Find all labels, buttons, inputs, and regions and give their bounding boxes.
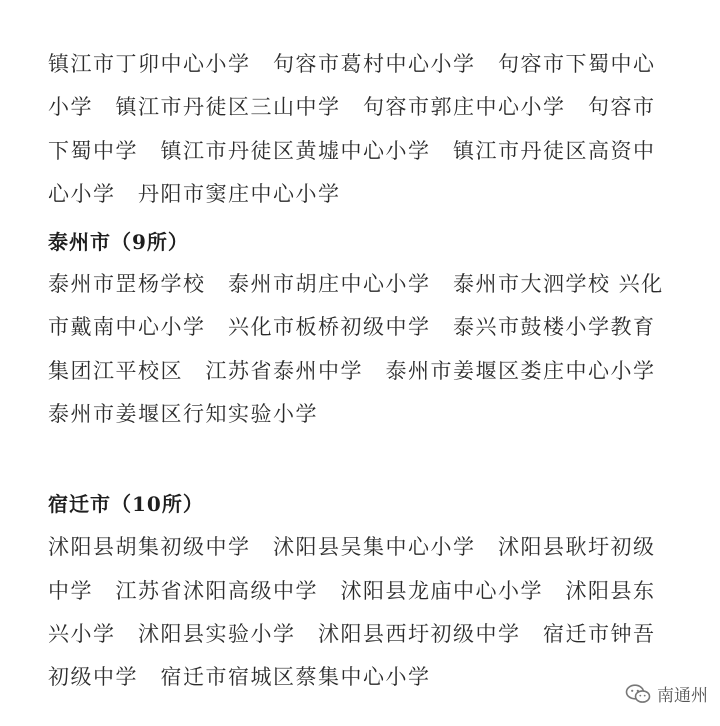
school-list-line: 心小学 丹阳市窦庄中心小学 [48, 182, 341, 206]
watermark-text: 南通州 [657, 686, 708, 706]
school-list-line: 泰州市姜堰区行知实验小学 [48, 402, 318, 426]
school-list-line: 下蜀中学 镇江市丹徒区黄墟中心小学 镇江市丹徒区高资中 [48, 139, 656, 163]
school-list-line: 小学 镇江市丹徒区三山中学 句容市郭庄中心小学 句容市 [48, 95, 656, 119]
school-list-line: 泰州市罡杨学校 泰州市胡庄中心小学 泰州市大泗学校 兴化 [48, 272, 664, 296]
watermark [625, 681, 708, 706]
school-list-line: 初级中学 宿迁市宿城区蔡集中心小学 [48, 665, 431, 689]
school-list-line: 兴小学 沭阳县实验小学 沭阳县西圩初级中学 宿迁市钟吾 [48, 622, 656, 646]
section-heading-suqian: 宿迁市（10所） [48, 492, 204, 516]
school-list-line: 镇江市丁卯中心小学 句容市葛村中心小学 句容市下蜀中心 [48, 52, 656, 76]
section-heading-taizhou: 泰州市（9所） [48, 230, 189, 254]
wechat-icon [625, 684, 651, 704]
school-list-line: 市戴南中心小学 兴化市板桥初级中学 泰兴市鼓楼小学教育 [48, 315, 656, 339]
school-list-line: 沭阳县胡集初级中学 沭阳县吴集中心小学 沭阳县耿圩初级 [48, 535, 656, 559]
school-list-line: 中学 江苏省沭阳高级中学 沭阳县龙庙中心小学 沭阳县东 [48, 579, 656, 603]
school-list-line: 集团江平校区 江苏省泰州中学 泰州市姜堰区娄庄中心小学 [48, 359, 656, 383]
